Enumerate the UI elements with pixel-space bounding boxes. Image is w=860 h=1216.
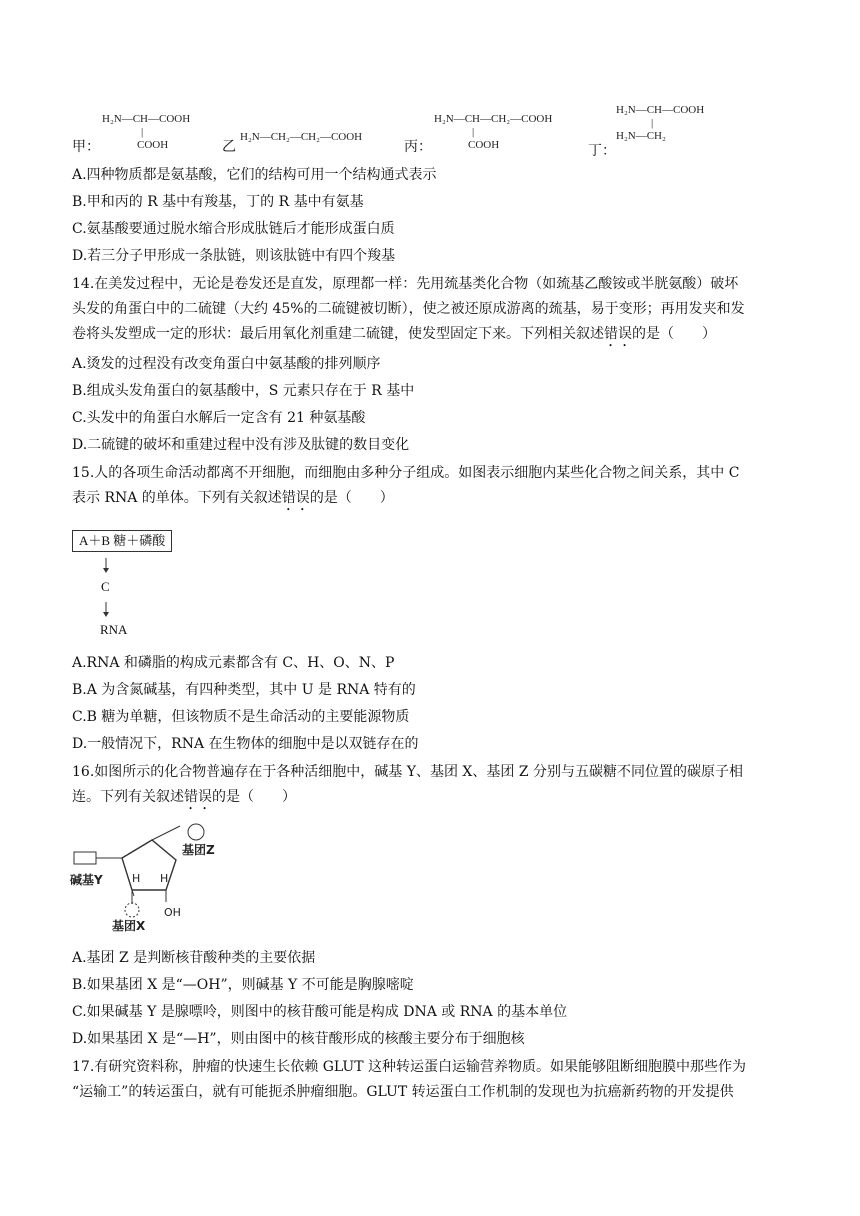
q13-option-a: A.四种物质都是氨基酸，它们的结构可用一个结构通式表示 xyxy=(72,167,437,183)
q14-stem-line3-post: 的是（ ） xyxy=(632,326,716,342)
structure-yi-main: H₂N—CH₂—CH₂—COOH xyxy=(240,131,363,143)
q14-stem-line2: 头发的角蛋白中的二硫键（大约 45%的二硫键被切断），使之被还原成游离的巯基，易于变形；再用发夹和发 xyxy=(72,301,745,317)
q16-stem-line2-post: 的是（ ） xyxy=(212,789,296,805)
q15-option-c: C.B 糖为单糖，但该物质不是生命活动的主要能源物质 xyxy=(72,709,410,725)
structure-jia-bond: | xyxy=(141,126,144,138)
q15-option-a: A.RNA 和磷脂的构成元素都含有 C、H、O、N、P xyxy=(72,655,395,671)
q15-emphasis: 错误 xyxy=(281,490,310,506)
q14-option-b: B.组成头发角蛋白的氨基酸中，S 元素只存在于 R 基中 xyxy=(72,383,415,399)
structure-jia-main: H₂N—CH—COOH xyxy=(102,113,191,125)
q15-c-label: C xyxy=(101,579,110,594)
q13-option-c: C.氨基酸要通过脱水缩合形成肽链后才能形成蛋白质 xyxy=(72,221,395,237)
q16-option-b: B.如果基团 X 是“—OH”，则碱基 Y 不可能是胸腺嘧啶 xyxy=(72,977,414,993)
q15-option-d: D.一般情况下，RNA 在生物体的细胞中是以双链存在的 xyxy=(72,736,419,752)
q14-stem-line1: 14.在美发过程中，无论是卷发还是直发，原理都一样：先用巯基类化合物（如巯基乙酸铵或半胱氨酸）破坏 xyxy=(72,276,739,292)
structure-bing-side: COOH xyxy=(468,139,500,151)
q13-option-d: D.若三分子甲形成一条肽链，则该肽链中有四个羧基 xyxy=(72,248,396,264)
group-z-circle xyxy=(188,824,204,840)
group-z-label: 基团Z xyxy=(182,843,215,857)
q15-stem-line2-pre: 表示 RNA 的单体。下列有关叙述 xyxy=(72,490,282,506)
q15-option-b: B.A 为含氮碱基，有四种类型，其中 U 是 RNA 特有的 xyxy=(72,682,416,698)
q17-stem-line1: 17.有研究资料称，肿瘤的快速生长依赖 GLUT 这种转运蛋白运输营养物质。如果能够阻断细胞膜中那些作为 xyxy=(72,1059,747,1075)
q16-option-c: C.如果碱基 Y 是腺嘌呤，则图中的核苷酸可能是构成 DNA 或 RNA 的基本单位 xyxy=(72,1004,568,1020)
oh-label: OH xyxy=(164,906,181,919)
group-x-label: 基团X xyxy=(112,919,146,933)
label-bing: 丙： xyxy=(404,139,432,155)
q13-option-b: B.甲和丙的 R 基中有羧基，丁的 R 基中有氨基 xyxy=(72,194,364,210)
q15-stem-line1: 15.人的各项生命活动都离不开细胞，而细胞由多种分子组成。如图表示细胞内某些化合物之间关系，其中 C xyxy=(72,465,740,481)
structure-jia-side: COOH xyxy=(137,139,169,151)
q16-option-d: D.如果基团 X 是“—H”，则由图中的核苷酸形成的核酸主要分布于细胞核 xyxy=(72,1031,525,1047)
q14-stem-line3 xyxy=(72,323,716,350)
label-ding: 丁： xyxy=(588,143,616,159)
base-y-label: 碱基Y xyxy=(70,873,103,887)
base-y-box xyxy=(74,852,96,864)
structure-ding-main: H₂N—CH—COOH xyxy=(616,104,705,116)
nucleotide-diagram xyxy=(68,818,238,938)
structure-bing-main: H₂N—CH—CH₂—COOH xyxy=(434,113,553,125)
h1-label: H xyxy=(132,872,141,885)
q14-option-a: A.烫发的过程没有改变角蛋白中氨基酸的排列顺序 xyxy=(72,356,381,372)
q16-stem-line2-pre: 连。下列有关叙述 xyxy=(72,789,184,805)
q15-rna-label: RNA xyxy=(100,622,128,637)
q14-stem-line3-pre: 卷将头发塑成一定的形状：最后用氧化剂重建二硫键，使发型固定下来。下列相关叙述 xyxy=(72,326,604,342)
q15-box: A＋B 糖＋磷酸 xyxy=(72,530,172,552)
q16-stem-line1: 16.如图所示的化合物普遍存在于各种活细胞中，碱基 Y、基团 X、基团 Z 分别与五碳糖不同位置的碳原子相 xyxy=(72,764,743,780)
q16-stem-line2 xyxy=(72,786,296,813)
q15-stem-line2-post: 的是（ ） xyxy=(309,490,394,506)
q15-stem-line2 xyxy=(72,487,394,514)
q14-option-c: C.头发中的角蛋白水解后一定含有 21 种氨基酸 xyxy=(72,410,366,426)
q14-option-d: D.二硫键的破坏和重建过程中没有涉及肽键的数目变化 xyxy=(72,437,410,453)
q16-emphasis: 错误 xyxy=(184,789,212,805)
q17-stem-line2: “运输工”的转运蛋白，就有可能扼杀肿瘤细胞。GLUT 转运蛋白工作机制的发现也为抗癌新药物的开发提供 xyxy=(72,1084,734,1100)
h2-label: H xyxy=(160,872,169,885)
group-x-circle xyxy=(125,903,139,917)
q16-option-a: A.基团 Z 是判断核苷酸种类的主要依据 xyxy=(72,950,316,966)
q14-emphasis: 错误 xyxy=(604,326,632,342)
structure-bing-bond: | xyxy=(472,126,475,138)
label-jia: 甲： xyxy=(72,139,100,155)
structure-ding-bond: | xyxy=(651,117,654,129)
label-yi: 乙 xyxy=(222,139,236,155)
structure-ding-second: H₂N—CH₂ xyxy=(616,130,666,142)
